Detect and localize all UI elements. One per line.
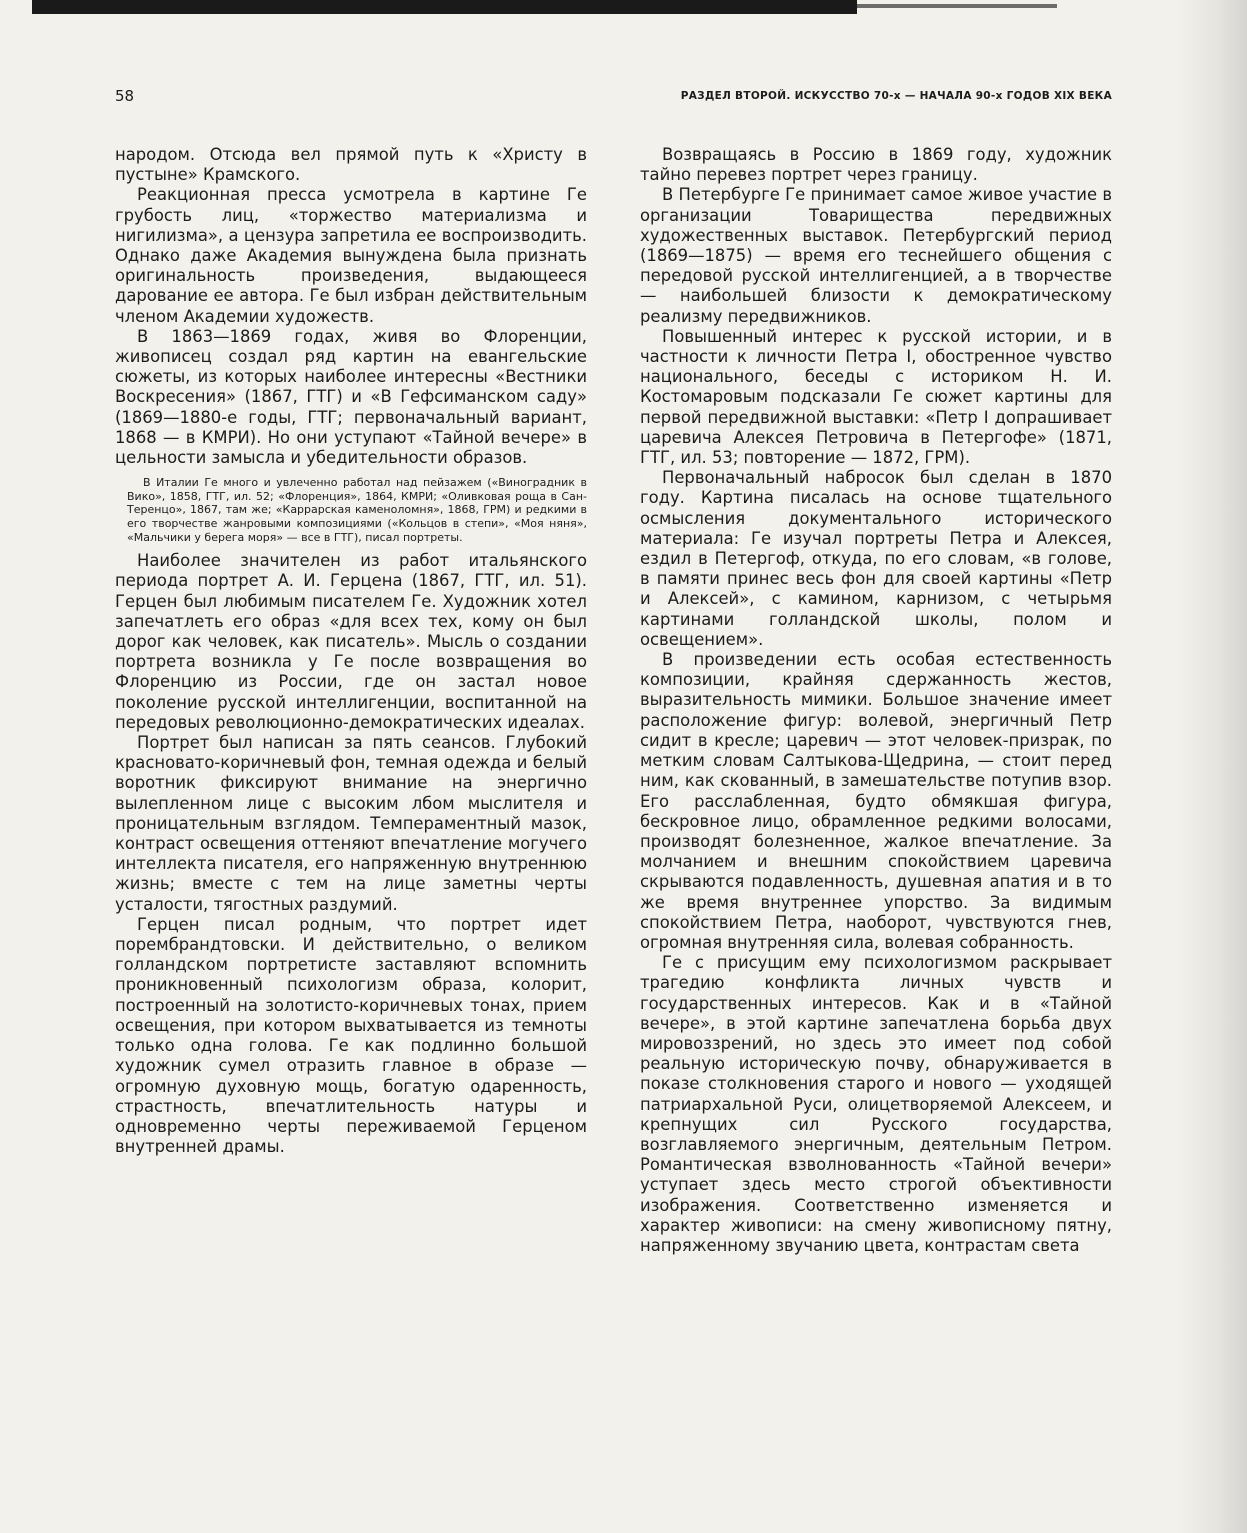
paragraph: Герцен писал родным, что портрет идет порембрандтовски. И действительно, о великом голландском портретисте заставляют вспомнить проникновенный психологизм образа, колорит, построенный на золотисто-коричневых тонах, прием освещения, при котором выхватывается из темноты только одна голова. Ге как подлинно большой художник сумел отразить главное в образе — огромную духовную мощь, богатую одаренность, страстность, впечатлительность натуры и одновременно черты переживаемой Герценом внутренней драмы. (115, 914, 587, 1157)
paragraph: Реакционная пресса усмотрела в картине Ге грубость лиц, «торжество материализма и нигилизма», а цензура запретила ее воспроизводить. Однако даже Академия вынуждена была признать оригинальность произведения, выдающееся дарование ее автора. Ге был избран действительным членом Академии художеств. (115, 185, 587, 326)
left-column (115, 145, 587, 1157)
page-top-edge (32, 0, 857, 14)
page-top-edge-thin (857, 4, 1057, 8)
footnote-paragraph: В Италии Ге много и увлеченно работал над пейзажем («Виноградник в Вико», 1858, ГТГ, ил. 52; «Флоренция», 1864, КМРИ; «Оливковая роща в Сан-Теренцо», 1867, там же; «Каррарская каменоломня», 1868, ГРМ) и редкими в его творчестве жанровыми композициями («Кольцов в степи», «Моя няня», «Мальчики у берега моря» — все в ГТГ), писал портреты. (127, 476, 587, 544)
page-number: 58 (115, 87, 135, 105)
paragraph: В Петербурге Ге принимает самое живое участие в организации Товарищества передвижных художественных выставок. Петербургский период (1869—1875) — время его теснейшего общения с передовой русской интеллигенцией, а в творчестве — наибольшей близости к демократическому реализму передвижников. (640, 185, 1112, 326)
paragraph: Ге с присущим ему психологизмом раскрывает трагедию конфликта личных чувств и государственных интересов. Как и в «Тайной вечере», в этой картине запечатлена борьба двух мировоззрений, но здесь это имеет под собой реальную историческую почву, обнаруживается в показе столкновения старого и нового — уходящей патриархальной Руси, олицетворяемой Алексеем, и крепнущих сил Русского государства, возглавляемого энергичным, деятельным Петром. Романтическая взволнованность «Тайной вечери» уступает здесь место строгой объективности изображения. Соответственно изменяется и характер живописи: на смену живописному пятну, напряженному звучанию цвета, контрастам света (640, 953, 1112, 1255)
running-head: РАЗДЕЛ ВТОРОЙ. ИСКУССТВО 70-х — НАЧАЛА 90-х ГОДОВ XIX ВЕКА (680, 90, 1112, 102)
paragraph: Первоначальный набросок был сделан в 1870 году. Картина писалась на основе тщательного осмысления документального исторического материала: Ге изучал портреты Петра и Алексея, ездил в Петергоф, откуда, по его словам, «в голове, в памяти принес весь фон для своей картины «Петр и Алексей», с камином, карнизом, с четырьмя картинами голландской школы, полом и освещением». (640, 468, 1112, 649)
paragraph: Наиболее значителен из работ итальянского периода портрет А. И. Герцена (1867, ГТГ, ил. 51). Герцен был любимым писателем Ге. Художник хотел запечатлеть его образ «для всех тех, кому он был дорог как человек, как писатель». Мысль о создании портрета возникла у Ге после возвращения во Флоренцию из России, где он застал новое поколение русской интеллигенции, воспитанной на передовых революционно-демократических идеалах. (115, 551, 587, 732)
paragraph: Повышенный интерес к русской истории, и в частности к личности Петра I, обостренное чувство национального, беседы с историком Н. И. Костомаровым подсказали Ге сюжет картины для первой передвижной выставки: «Петр I допрашивает царевича Алексея Петровича в Петергофе» (1871, ГТГ, ил. 53; повторение — 1872, ГРМ). (640, 326, 1112, 468)
paragraph: В произведении есть особая естественность композиции, крайняя сдержанность жестов, выразительность мимики. Большое значение имеет расположение фигур: волевой, энергичный Петр сидит в кресле; царевич — этот человек-призрак, по метким словам Салтыкова-Щедрина, — стоит перед ним, как скованный, в замешательстве потупив взор. Его расслабленная, будто обмякшая фигура, бескровное лицо, обрамленное редкими волосами, производят болезненное, жалкое впечатление. За молчанием и внешним спокойствием царевича скрываются подавленность, душевная апатия и в то же время внутреннее упорство. За видимым спокойствием Петра, наоборот, чувствуются гнев, огромная внутренняя сила, волевая собранность. (640, 650, 1112, 952)
paragraph: народом. Отсюда вел прямой путь к «Христу в пустыне» Крамского. (115, 145, 587, 185)
right-column (640, 145, 1112, 1256)
paragraph: Возвращаясь в Россию в 1869 году, художник тайно перевез портрет через границу. (640, 145, 1112, 185)
paragraph: Портрет был написан за пять сеансов. Глубокий красновато-коричневый фон, темная одежда и белый воротник фиксируют внимание на энергично вылепленном лице с высоким лбом мыслителя и проницательным взглядом. Темпераментный мазок, контраст освещения оттеняют впечатление могучего интеллекта писателя, его напряженную внутреннюю жизнь; вместе с тем на лице заметны черты усталости, тягостных раздумий. (115, 733, 587, 914)
page-spine-shadow (1177, 0, 1247, 1533)
paragraph: В 1863—1869 годах, живя во Флоренции, живописец создал ряд картин на евангельские сюжеты, из которых наиболее интересны «Вестники Воскресения» (1867, ГТГ) и «В Гефсиманском саду» (1869—1880-е годы, ГТГ; первоначальный вариант, 1868 — в КМРИ). Но они уступают «Тайной вечере» в цельности замысла и убедительности образов. (115, 326, 587, 468)
